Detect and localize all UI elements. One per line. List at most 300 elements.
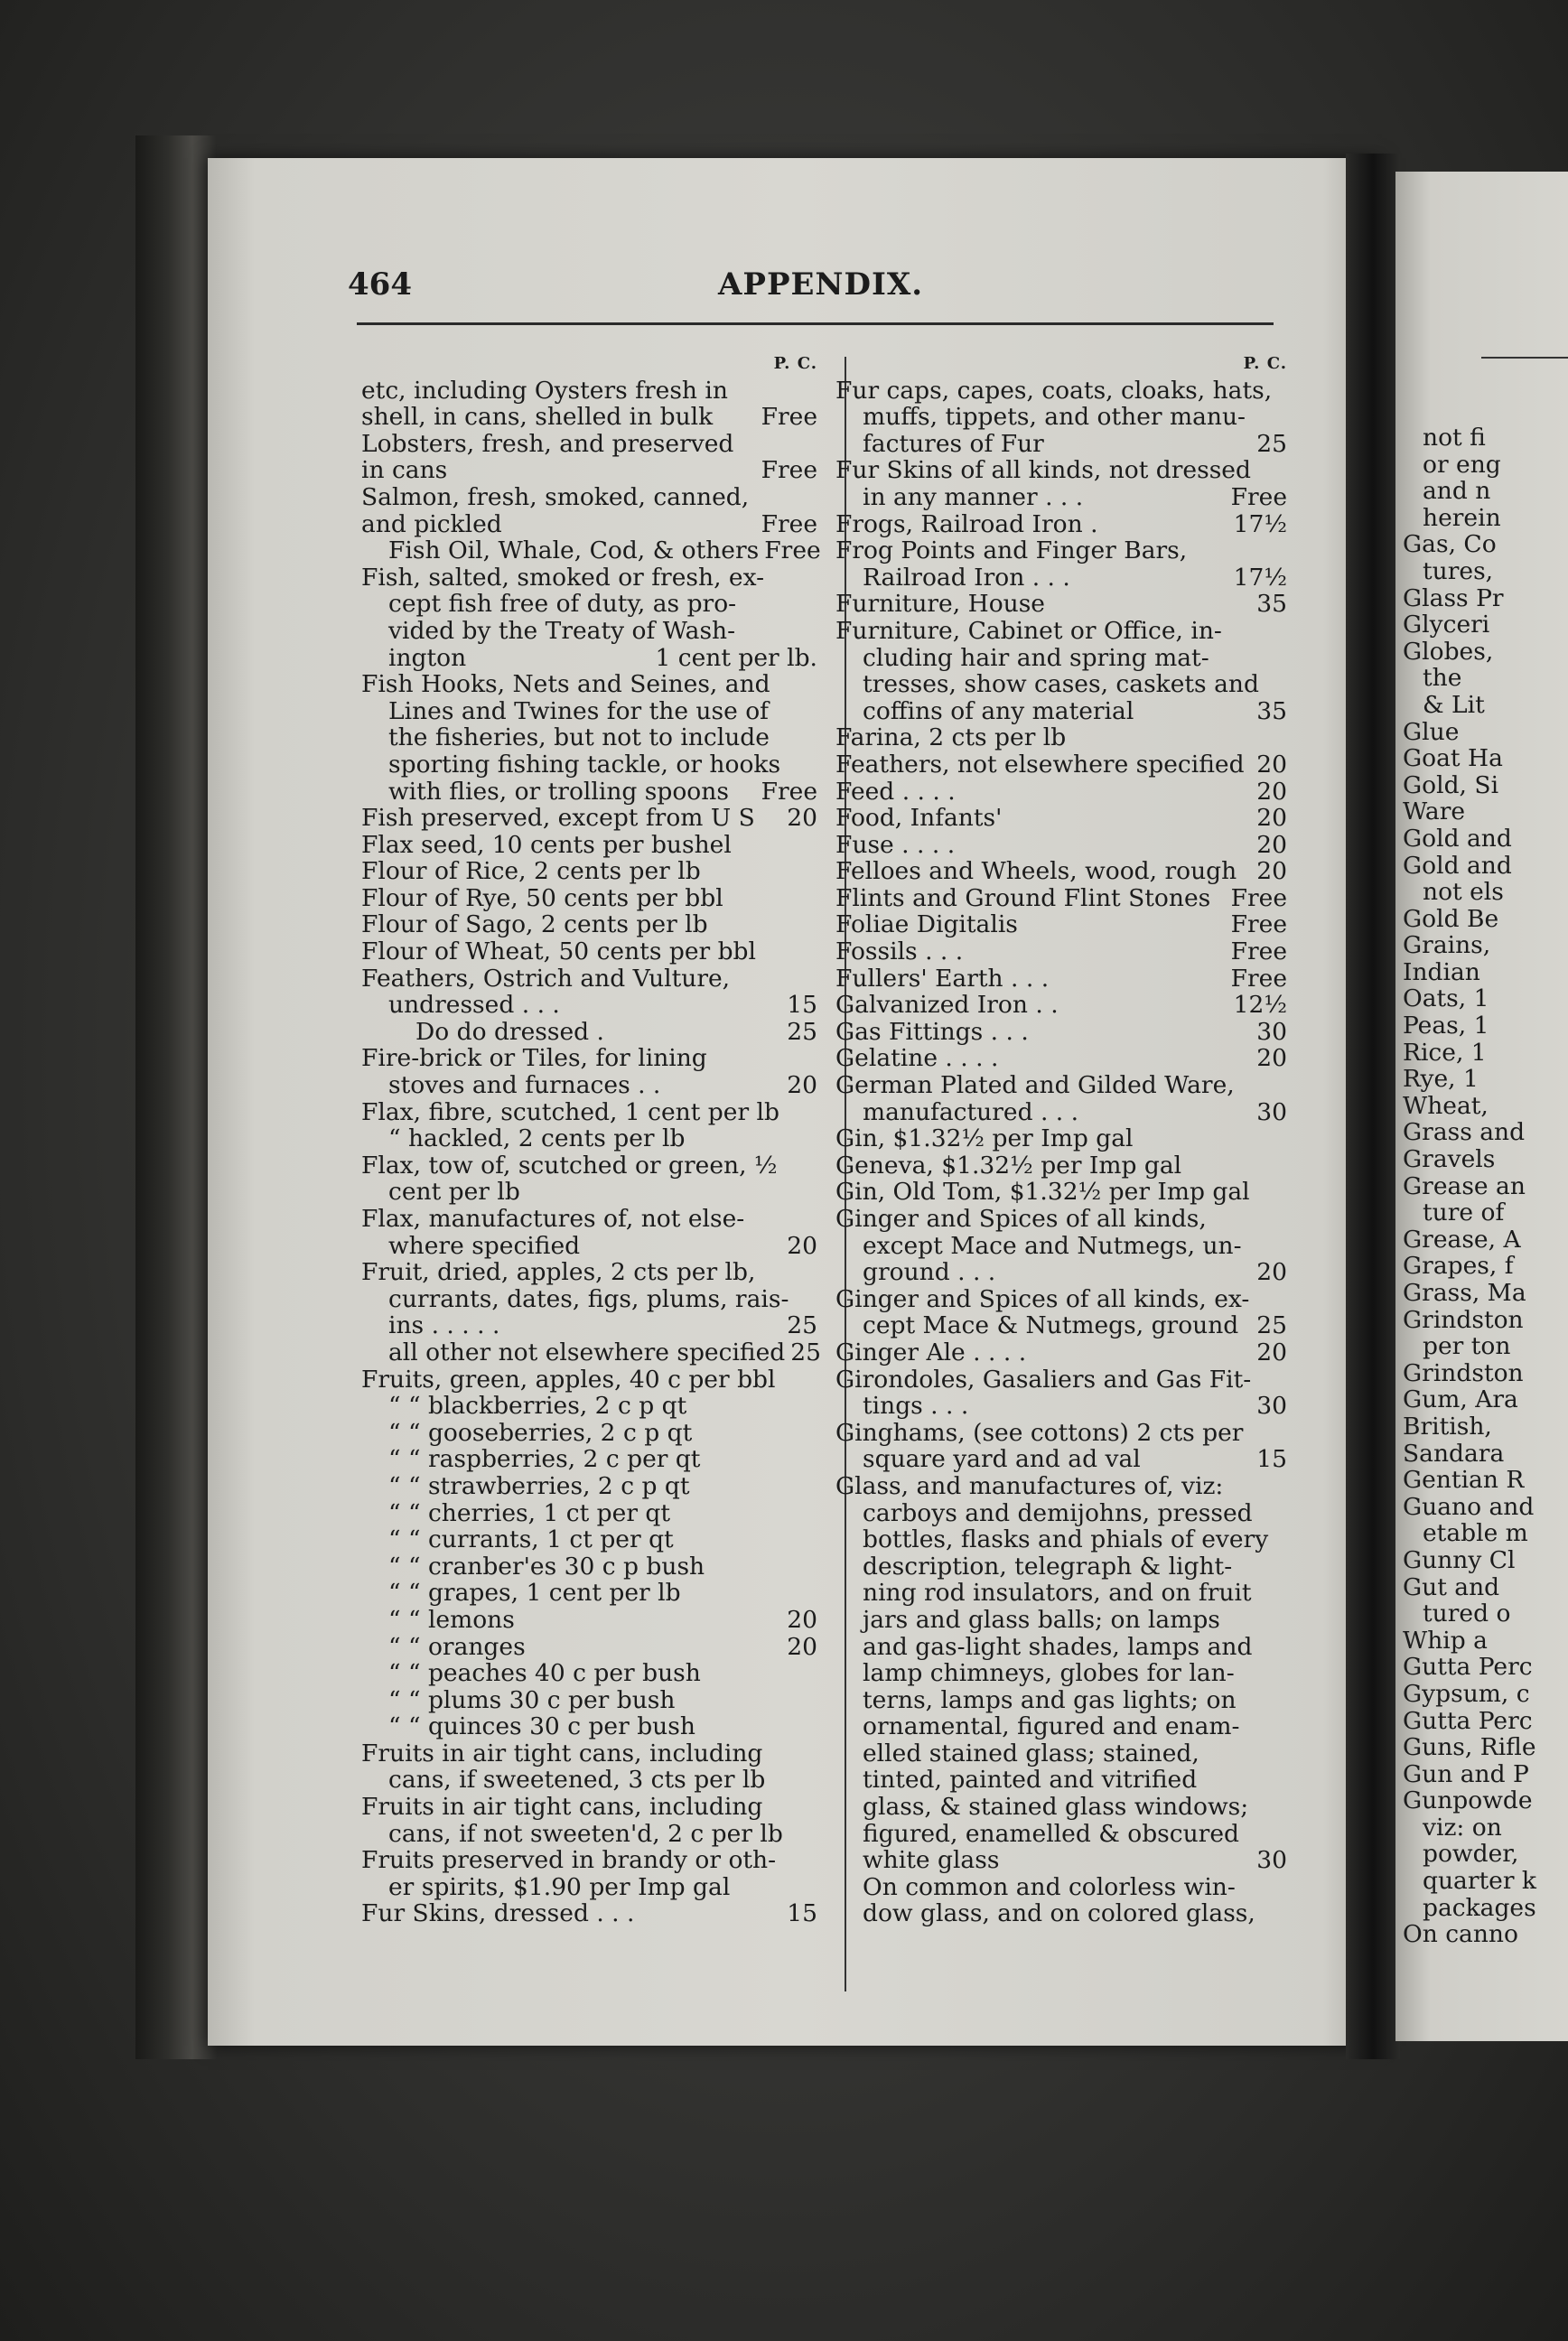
tariff-line (361, 1607, 817, 1634)
tariff-item-text: Furniture, Cabinet or Office, in- (835, 616, 1222, 645)
tariff-line (835, 832, 1287, 859)
facing-page-line: powder, (1423, 1841, 1519, 1869)
facing-page-line: Goat Ha (1403, 745, 1503, 772)
tariff-item-text: Flax seed, 10 cents per bushel (361, 830, 732, 859)
facing-page-line: Oats, 1 (1403, 985, 1489, 1013)
facing-page-line: Gutta Perc (1403, 1707, 1533, 1735)
tariff-rate: 20 (1256, 830, 1287, 859)
tariff-item-text: On common and colorless win- (863, 1872, 1236, 1901)
tariff-item-text: Flints and Ground Flint Stones (835, 883, 1211, 912)
tariff-item-text: Lines and Twines for the use of (388, 696, 769, 725)
tariff-item-text: coffins of any material (863, 696, 1134, 725)
tariff-line (835, 378, 1287, 405)
tariff-item-text: Feathers, not elsewhere specified (835, 750, 1245, 779)
tariff-rate: 1 cent per lb. (655, 643, 817, 672)
tariff-item-text: Ginger and Spices of all kinds, (835, 1205, 1207, 1233)
tariff-item-text: Fruits, green, apples, 40 c per bbl (361, 1365, 776, 1394)
tariff-line (361, 1019, 817, 1046)
tariff-rate: 20 (1256, 857, 1287, 886)
facing-page-line: Glyceri (1403, 611, 1490, 639)
tariff-line (835, 1045, 1287, 1072)
tariff-line (835, 431, 1287, 458)
tariff-line (361, 484, 817, 511)
tariff-line (835, 618, 1287, 645)
tariff-rate: 20 (787, 1605, 817, 1634)
tariff-line (361, 779, 817, 806)
tariff-item-text: undressed . . . (388, 991, 560, 1020)
tariff-item-text: ins . . . . . (388, 1311, 500, 1340)
tariff-line (835, 805, 1287, 832)
tariff-item-text: German Plated and Gilded Ware, (835, 1071, 1235, 1100)
tariff-rate: 12½ (1233, 991, 1287, 1020)
tariff-line (835, 1099, 1287, 1126)
tariff-item-text: currants, dates, figs, plums, rais- (388, 1284, 789, 1313)
facing-page-rule (1481, 357, 1568, 359)
tariff-line (835, 751, 1287, 779)
tariff-rate: 25 (787, 1311, 817, 1340)
tariff-item-text: Flour of Rye, 50 cents per bbl (361, 883, 723, 912)
tariff-line (361, 457, 817, 484)
tariff-item-text: ground . . . (863, 1258, 996, 1287)
facing-page-line: not els (1423, 879, 1504, 906)
tariff-rate: 20 (1256, 777, 1287, 806)
tariff-item-text: Flax, fibre, scutched, 1 cent per lb (361, 1097, 779, 1126)
tariff-line (835, 1580, 1287, 1607)
tariff-item-text: tinted, painted and vitrified (863, 1766, 1198, 1795)
tariff-rate: Free (764, 536, 821, 565)
tariff-item-text: elled stained glass; stained, (863, 1739, 1199, 1767)
right-column-head: P. C. (1243, 354, 1287, 373)
tariff-rate: 25 (790, 1338, 821, 1366)
tariff-rate: 20 (787, 804, 817, 833)
tariff-line (361, 1660, 817, 1687)
header-rule (357, 322, 1274, 325)
tariff-line (361, 536, 821, 565)
facing-page-line: Gas, Co (1403, 531, 1497, 558)
tariff-rate: 20 (1256, 1044, 1287, 1073)
tariff-line (361, 645, 817, 672)
tariff-item-text: carboys and demijohns, pressed (863, 1498, 1253, 1527)
tariff-rate: 30 (1256, 1097, 1287, 1126)
tariff-item-text: etc, including Oysters fresh in (361, 376, 728, 405)
tariff-line (361, 511, 817, 538)
tariff-line (835, 671, 1287, 698)
facing-page-line: Gold, Si (1403, 771, 1499, 799)
tariff-line (361, 1473, 817, 1500)
tariff-rate: 35 (1256, 590, 1287, 619)
tariff-line (361, 671, 817, 698)
tariff-line (361, 1312, 817, 1339)
facing-page-line: Glass Pr (1403, 584, 1504, 612)
tariff-item-text: Gin, $1.32½ per Imp gal (835, 1124, 1134, 1153)
page-gutter (1346, 154, 1400, 2059)
tariff-rate: Free (761, 403, 817, 432)
tariff-line (361, 1580, 817, 1607)
tariff-item-text: Salmon, fresh, smoked, canned, (361, 482, 750, 511)
facing-page-line: Gum, Ara (1403, 1386, 1518, 1413)
tariff-rate: 35 (1256, 696, 1287, 725)
tariff-item-text: “ “ quinces 30 c per bush (388, 1712, 695, 1741)
tariff-item-text: “ “ cherries, 1 ct per qt (388, 1498, 671, 1527)
tariff-rate: Free (761, 509, 817, 538)
tariff-rate: Free (1230, 910, 1287, 939)
facing-page-line: tures, (1423, 557, 1494, 585)
facing-page-line: Gutta Perc (1403, 1654, 1533, 1681)
tariff-line (835, 1446, 1287, 1473)
facing-page-line: Ware (1403, 798, 1466, 825)
tariff-line (361, 1553, 817, 1581)
tariff-rate: 25 (1256, 429, 1287, 458)
facing-page-spacer (1395, 172, 1568, 424)
tariff-item-text: “ “ lemons (388, 1605, 515, 1634)
tariff-item-text: tings . . . (863, 1392, 969, 1421)
tariff-item-text: and gas-light shades, lamps and (863, 1632, 1253, 1661)
tariff-item-text: “ “ cranber'es 30 c p bush (388, 1552, 705, 1581)
facing-page-line: quarter k (1423, 1868, 1536, 1895)
facing-page-line: Sandara (1403, 1440, 1505, 1468)
tariff-item-text: Farina, 2 cts per lb (835, 723, 1067, 752)
facing-page-line: herein (1423, 504, 1501, 532)
tariff-line (835, 1847, 1287, 1874)
tariff-line (835, 779, 1287, 806)
tariff-rate: 25 (1256, 1311, 1287, 1340)
tariff-item-text: dow glass, and on colored glass, (863, 1899, 1255, 1928)
tariff-line (835, 1125, 1287, 1152)
tariff-line (361, 1072, 817, 1099)
tariff-line (361, 1206, 817, 1233)
facing-page-line: Guns, Rifle (1403, 1734, 1536, 1761)
tariff-line (361, 1045, 817, 1072)
left-column-head: P. C. (773, 354, 817, 373)
tariff-line (835, 1900, 1287, 1927)
tariff-item-text: Fur caps, capes, coats, cloaks, hats, (835, 376, 1273, 405)
tariff-line (361, 1526, 817, 1553)
facing-page-line: not fi (1423, 424, 1486, 452)
tariff-line (361, 1900, 817, 1927)
facing-page-line: Globes, (1403, 638, 1494, 666)
tariff-rate: Free (1230, 482, 1287, 511)
facing-page-line: Gold Be (1403, 905, 1499, 933)
tariff-line (835, 858, 1287, 885)
facing-page-line: etable m (1423, 1520, 1528, 1547)
tariff-item-text: “ “ strawberries, 2 c p qt (388, 1471, 690, 1500)
right-column (835, 350, 1287, 1927)
tariff-item-text: Fruits in air tight cans, including (361, 1739, 763, 1767)
tariff-item-text: Fossils . . . (835, 937, 964, 966)
tariff-item-text: ington (388, 643, 467, 672)
tariff-item-text: muffs, tippets, and other manu- (863, 403, 1246, 432)
facing-page-line: British, (1403, 1413, 1492, 1441)
tariff-rate: 15 (787, 1899, 817, 1928)
facing-page-line: Grass and (1403, 1119, 1526, 1147)
tariff-line (835, 1152, 1287, 1180)
tariff-item-text: Do do dressed . (415, 1017, 604, 1046)
tariff-item-text: Gelatine . . . . (835, 1044, 999, 1073)
tariff-item-text: Flour of Wheat, 50 cents per bbl (361, 937, 756, 966)
tariff-line (835, 1366, 1287, 1394)
tariff-item-text: Flour of Rice, 2 cents per lb (361, 857, 701, 886)
tariff-item-text: er spirits, $1.90 per Imp gal (388, 1872, 731, 1901)
tariff-item-text: Geneva, $1.32½ per Imp gal (835, 1151, 1182, 1180)
tariff-line (361, 591, 817, 618)
facing-page-line: Gun and P (1403, 1760, 1529, 1788)
tariff-item-text: “ “ oranges (388, 1632, 526, 1661)
tariff-item-text: stoves and furnaces . . (388, 1071, 661, 1100)
tariff-line (835, 965, 1287, 993)
tariff-line (835, 1874, 1287, 1901)
tariff-rate: 17½ (1233, 509, 1287, 538)
tariff-item-text: Gas Fittings . . . (835, 1017, 1029, 1046)
tariff-line (361, 938, 817, 965)
tariff-line (835, 1500, 1287, 1527)
tariff-item-text: Flax, manufactures of, not else- (361, 1205, 745, 1233)
tariff-item-text: “ “ gooseberries, 2 c p qt (388, 1418, 693, 1447)
tariff-item-text: manufactured . . . (863, 1097, 1079, 1126)
tariff-rate: Free (761, 456, 817, 485)
tariff-line (835, 1259, 1287, 1286)
tariff-rate: 20 (787, 1231, 817, 1260)
tariff-item-text: Feathers, Ostrich and Vulture, (361, 964, 731, 993)
tariff-line (361, 431, 817, 458)
tariff-line (361, 1687, 817, 1714)
tariff-rate: 20 (1256, 1338, 1287, 1366)
facing-page-line: Whip a (1403, 1627, 1488, 1655)
tariff-item-text: Fish preserved, except from U S (361, 804, 755, 833)
tariff-line (835, 1553, 1287, 1581)
facing-page-line: Gut and (1403, 1573, 1500, 1601)
tariff-line (361, 1179, 817, 1206)
tariff-rate: 20 (787, 1071, 817, 1100)
tariff-rate: 30 (1256, 1392, 1287, 1421)
tariff-line (835, 1179, 1287, 1206)
tariff-item-text: “ “ raspberries, 2 c per qt (388, 1445, 701, 1474)
tariff-item-text: where specified (388, 1231, 581, 1260)
tariff-line (835, 992, 1287, 1019)
tariff-line (835, 1393, 1287, 1420)
facing-page-line: Gentian R (1403, 1467, 1525, 1494)
tariff-item-text: Girondoles, Gasaliers and Gas Fit- (835, 1365, 1252, 1394)
tariff-line (835, 1634, 1287, 1661)
tariff-item-text: Food, Infants' (835, 804, 1003, 833)
tariff-item-text: Furniture, House (835, 590, 1045, 619)
tariff-line (361, 1740, 817, 1767)
tariff-line (361, 885, 817, 912)
tariff-item-text: and pickled (361, 509, 502, 538)
tariff-line (835, 1794, 1287, 1821)
facing-page-line: Gunpowde (1403, 1787, 1533, 1814)
tariff-line (361, 698, 817, 725)
tariff-rate: 25 (787, 1017, 817, 1046)
tariff-item-text: Foliae Digitalis (835, 910, 1018, 939)
tariff-item-text: Ginger Ale . . . . (835, 1338, 1027, 1366)
tariff-item-text: cept fish free of duty, as pro- (388, 590, 737, 619)
facing-page-line: ture of (1423, 1199, 1505, 1226)
tariff-line (835, 1687, 1287, 1714)
tariff-line (361, 1393, 817, 1420)
tariff-item-text: ning rod insulators, and on fruit (863, 1579, 1252, 1608)
tariff-line (361, 992, 817, 1019)
facing-page-line: tured o (1423, 1600, 1511, 1628)
tariff-item-text: shell, in cans, shelled in bulk (361, 403, 714, 432)
facing-page-text (1395, 172, 1568, 1948)
tariff-line (835, 1473, 1287, 1500)
facing-page-line: Grindston (1403, 1359, 1524, 1387)
tariff-item-text: Railroad Iron . . . (863, 563, 1070, 592)
facing-page-line: On canno (1403, 1921, 1518, 1948)
tariff-item-text: Glass, and manufactures of, viz: (835, 1471, 1224, 1500)
tariff-item-text: cluding hair and spring mat- (863, 643, 1209, 672)
tariff-line (361, 618, 817, 645)
tariff-rate: 15 (1256, 1445, 1287, 1474)
facing-page-line: and n (1423, 478, 1491, 505)
tariff-line (361, 1233, 817, 1260)
facing-page-line: Guano and (1403, 1493, 1535, 1521)
left-column (361, 350, 821, 1928)
book-spine (135, 135, 217, 2059)
tariff-rate: 20 (1256, 1258, 1287, 1287)
page-number: 464 (348, 266, 412, 303)
facing-page-line: viz: on (1423, 1814, 1502, 1842)
tariff-item-text: Lobsters, fresh, and preserved (361, 429, 734, 458)
tariff-line (835, 1312, 1287, 1339)
tariff-line (835, 1526, 1287, 1553)
tariff-line (835, 1420, 1287, 1447)
tariff-line (361, 724, 817, 751)
tariff-line (361, 1420, 817, 1447)
tariff-line (835, 938, 1287, 965)
tariff-line (835, 1233, 1287, 1260)
tariff-item-text: Fish Oil, Whale, Cod, & others (388, 536, 760, 565)
facing-page-line: Grains, (1403, 932, 1491, 959)
tariff-line (835, 457, 1287, 484)
tariff-line (361, 404, 817, 431)
tariff-line (361, 965, 817, 993)
page-header (348, 266, 1278, 312)
facing-page-line: Grease, A (1403, 1226, 1521, 1254)
tariff-item-text: terns, lamps and gas lights; on (863, 1685, 1237, 1714)
tariff-item-text: the fisheries, but not to include (388, 723, 770, 752)
tariff-line (835, 404, 1287, 431)
tariff-item-text: Fuse . . . . (835, 830, 956, 859)
tariff-line (361, 1874, 817, 1901)
facing-page-line: Grease an (1403, 1172, 1526, 1200)
tariff-item-text: Fruit, dried, apples, 2 cts per lb, (361, 1258, 756, 1287)
tariff-line (361, 911, 817, 938)
tariff-item-text: Fullers' Earth . . . (835, 964, 1050, 993)
tariff-rate: 30 (1256, 1846, 1287, 1875)
tariff-rate: Free (1230, 883, 1287, 912)
facing-page-line: Glue (1403, 718, 1460, 746)
facing-page-line: Rice, 1 (1403, 1039, 1487, 1067)
tariff-line (361, 1500, 817, 1527)
tariff-item-text: Ginger and Spices of all kinds, ex- (835, 1284, 1250, 1313)
tariff-line (361, 1125, 817, 1152)
facing-page-line: Grass, Ma (1403, 1280, 1526, 1307)
tariff-line (835, 911, 1287, 938)
tariff-item-text: Feed . . . . (835, 777, 956, 806)
tariff-item-text: Flax, tow of, scutched or green, ½ (361, 1151, 778, 1180)
facing-page-line: Peas, 1 (1403, 1012, 1489, 1040)
tariff-item-text: Ginghams, (see cottons) 2 cts per (835, 1418, 1244, 1447)
tariff-item-text: bottles, flasks and phials of every (863, 1525, 1269, 1554)
tariff-item-text: Frogs, Railroad Iron . (835, 509, 1098, 538)
facing-page (1395, 172, 1568, 2041)
tariff-line (361, 1713, 817, 1740)
tariff-item-text: “ “ grapes, 1 cent per lb (388, 1579, 681, 1608)
tariff-item-text: sporting fishing tackle, or hooks (388, 750, 781, 779)
tariff-line (835, 1767, 1287, 1794)
tariff-item-text: in any manner . . . (863, 482, 1084, 511)
tariff-line (835, 1660, 1287, 1687)
tariff-item-text: white glass (863, 1846, 1000, 1875)
tariff-item-text: “ “ blackberries, 2 c p qt (388, 1392, 687, 1421)
tariff-line (835, 511, 1287, 538)
tariff-item-text: description, telegraph & light- (863, 1552, 1233, 1581)
facing-page-line: Grapes, f (1403, 1253, 1514, 1280)
facing-page-line: Gunny Cl (1403, 1546, 1516, 1574)
running-head: APPENDIX. (718, 266, 924, 303)
tariff-item-text: lamp chimneys, globes for lan- (863, 1659, 1235, 1688)
facing-page-line: Grindston (1403, 1306, 1524, 1334)
tariff-line (361, 805, 817, 832)
tariff-item-text: Gin, Old Tom, $1.32½ per Imp gal (835, 1178, 1250, 1207)
tariff-line (835, 564, 1287, 592)
tariff-item-text: Fire-brick or Tiles, for lining (361, 1044, 707, 1073)
facing-page-line: or eng (1423, 451, 1501, 479)
tariff-item-text: factures of Fur (863, 429, 1044, 458)
tariff-item-text: Frog Points and Finger Bars, (835, 536, 1188, 565)
tariff-line (361, 832, 817, 859)
tariff-line (835, 645, 1287, 672)
facing-page-line: & Lit (1423, 691, 1485, 719)
tariff-line (835, 537, 1287, 564)
tariff-rate: 20 (1256, 804, 1287, 833)
tariff-rate: 20 (787, 1632, 817, 1661)
tariff-line (361, 1152, 817, 1180)
facing-page-line: Gypsum, c (1403, 1680, 1530, 1708)
tariff-rate: 30 (1256, 1017, 1287, 1046)
tariff-item-text: tresses, show cases, caskets and (863, 670, 1259, 699)
tariff-line (361, 1286, 817, 1313)
tariff-item-text: ornamental, figured and enam- (863, 1712, 1240, 1741)
tariff-line (835, 724, 1287, 751)
tariff-line (835, 1019, 1287, 1046)
facing-page-line: per ton (1423, 1333, 1511, 1360)
tariff-item-text: glass, & stained glass windows; (863, 1793, 1249, 1822)
tariff-line (361, 1446, 817, 1473)
tariff-item-text: “ “ plums 30 c per bush (388, 1685, 676, 1714)
tariff-line (361, 1099, 817, 1126)
tariff-rate: 17½ (1233, 563, 1287, 592)
tariff-line (835, 484, 1287, 511)
tariff-line (835, 1286, 1287, 1313)
tariff-item-text: except Mace and Nutmegs, un- (863, 1231, 1242, 1260)
tariff-line (361, 564, 817, 592)
tariff-item-text: Flour of Sago, 2 cents per lb (361, 910, 708, 939)
facing-page-line: Wheat, (1403, 1092, 1489, 1120)
tariff-line (835, 1072, 1287, 1099)
tariff-line (835, 1607, 1287, 1634)
tariff-line (361, 1366, 817, 1394)
facing-page-line: Gold and (1403, 852, 1512, 880)
tariff-line (361, 1794, 817, 1821)
tariff-item-text: figured, enamelled & obscured (863, 1819, 1239, 1848)
tariff-item-text: Fish Hooks, Nets and Seines, and (361, 670, 770, 699)
tariff-item-text: with flies, or trolling spoons (388, 777, 729, 806)
tariff-item-text: Fur Skins, dressed . . . (361, 1899, 635, 1928)
tariff-line (835, 1740, 1287, 1767)
tariff-item-text: Fruits in air tight cans, including (361, 1793, 763, 1822)
